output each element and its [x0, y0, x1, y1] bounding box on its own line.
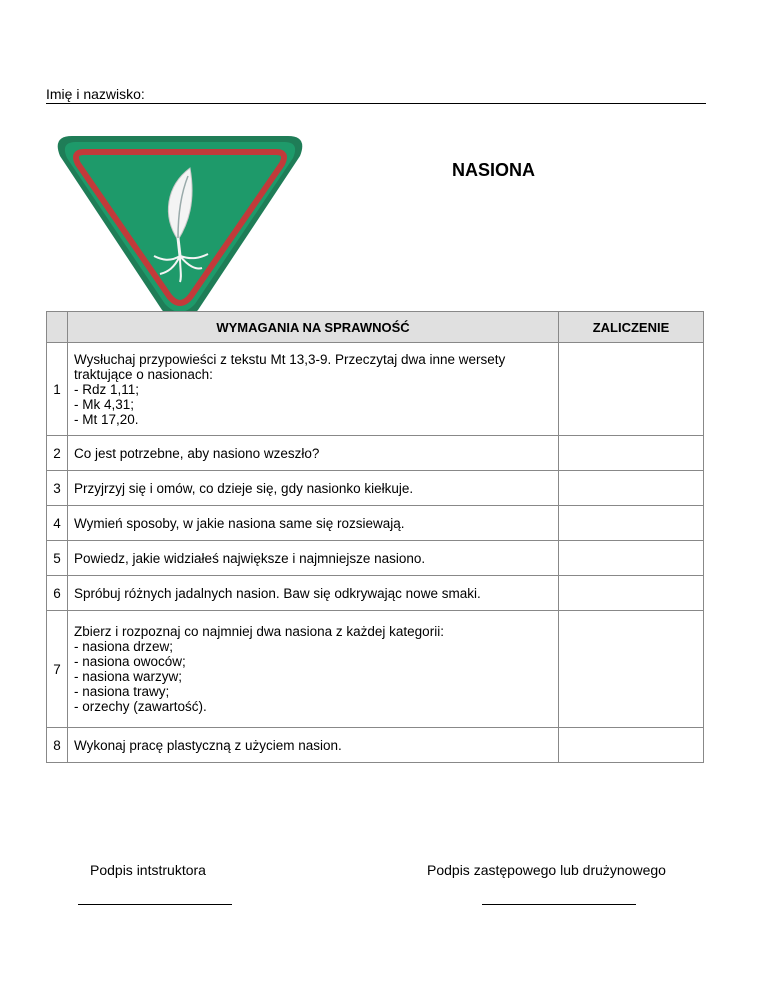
requirement-line: Wymień sposoby, w jakie nasiona same się rozsiewają. [74, 515, 405, 531]
requirement-line: - Mt 17,20. [74, 411, 139, 427]
completion-cell[interactable] [559, 506, 704, 541]
requirement-line: - orzechy (zawartość). [74, 699, 207, 714]
requirement-line: Zbierz i rozpoznaj co najmniej dwa nasiona z każdej kategorii: [74, 624, 444, 639]
requirements-column-header: WYMAGANIA NA SPRAWNOŚĆ [68, 312, 559, 343]
requirement-text [68, 728, 559, 763]
row-number: 7 [47, 611, 68, 728]
leader-signature-label: Podpis zastępowego lub drużynowego [427, 862, 666, 878]
row-number: 2 [47, 436, 68, 471]
table-row [47, 436, 704, 471]
instructor-signature-line[interactable] [78, 904, 232, 905]
instructor-signature-label: Podpis intstruktora [90, 862, 206, 878]
row-number: 6 [47, 576, 68, 611]
requirement-line: Wykonaj pracę plastyczną z użyciem nasion. [74, 737, 342, 753]
completion-cell[interactable] [559, 541, 704, 576]
row-number: 5 [47, 541, 68, 576]
requirement-text [68, 611, 559, 728]
requirement-line: Wysłuchaj przypowieści z tekstu Mt 13,3-9. Przeczytaj dwa inne wersety traktujące o nasionach: [74, 351, 506, 382]
table-header-row [47, 312, 704, 343]
completion-cell[interactable] [559, 611, 704, 728]
requirement-line: Co jest potrzebne, aby nasiono wzeszło? [74, 445, 320, 461]
table-row [47, 728, 704, 763]
table-row [47, 471, 704, 506]
table-row [47, 343, 704, 436]
requirement-line: - Rdz 1,11; [74, 381, 140, 397]
table-row [47, 576, 704, 611]
row-number: 1 [47, 343, 68, 436]
page-title: NASIONA [452, 160, 536, 180]
completion-column-header: ZALICZENIE [559, 312, 704, 343]
name-field[interactable] [46, 86, 706, 104]
name-label: Imię i nazwisko: [46, 86, 145, 102]
requirement-line: - nasiona owoców; [74, 654, 186, 669]
requirement-text [68, 506, 559, 541]
requirement-text [68, 436, 559, 471]
requirement-text [68, 343, 559, 436]
completion-cell[interactable] [559, 343, 704, 436]
requirement-line: Powiedz, jakie widziałeś największe i najmniejsze nasiono. [74, 550, 426, 566]
number-column-header [47, 312, 68, 343]
requirement-text [68, 541, 559, 576]
table-row [47, 541, 704, 576]
completion-cell[interactable] [559, 728, 704, 763]
requirement-line: Przyjrzyj się i omów, co dzieje się, gdy nasionko kiełkuje. [74, 480, 414, 496]
table-row [47, 506, 704, 541]
completion-cell[interactable] [559, 436, 704, 471]
row-number: 8 [47, 728, 68, 763]
requirements-table [46, 311, 704, 763]
requirement-line: - nasiona warzyw; [74, 669, 183, 684]
requirement-text [68, 471, 559, 506]
row-number: 4 [47, 506, 68, 541]
requirement-line: - nasiona drzew; [74, 639, 174, 654]
requirement-text [68, 576, 559, 611]
seedling-icon [50, 132, 310, 322]
requirement-line: Spróbuj różnych jadalnych nasion. Baw się odkrywając nowe smaki. [74, 585, 481, 601]
requirement-line: - nasiona trawy; [74, 684, 170, 699]
completion-cell[interactable] [559, 576, 704, 611]
table-row [47, 611, 704, 728]
completion-cell[interactable] [559, 471, 704, 506]
requirement-line: - Mk 4,31; [74, 396, 135, 412]
badge-image [50, 132, 310, 322]
leader-signature-line[interactable] [482, 904, 636, 905]
row-number: 3 [47, 471, 68, 506]
